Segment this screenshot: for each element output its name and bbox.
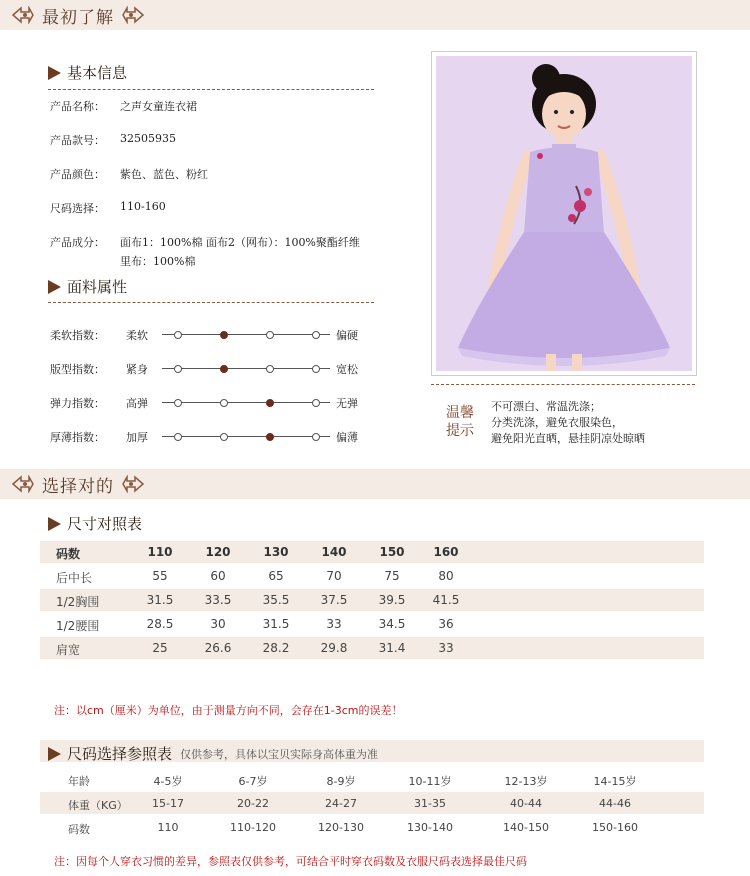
fabric-right-text: 无弹 [336, 397, 358, 410]
table-cell: 31.5 [262, 617, 290, 631]
fabric-heading [48, 276, 127, 297]
table-cell: 12-13岁 [504, 775, 548, 788]
table-cell: 4-5岁 [153, 775, 183, 788]
size-table-header [40, 541, 704, 563]
scale-marker [174, 365, 182, 373]
divider [431, 384, 695, 385]
fabric-left-text: 柔软 [126, 329, 148, 342]
info-row-name [50, 98, 197, 114]
scale-marker [266, 331, 274, 339]
table-cell: 30 [210, 617, 226, 631]
scale-marker [312, 399, 320, 407]
scale-marker [174, 331, 182, 339]
table-cell: 14-15岁 [593, 775, 637, 788]
basic-info-heading-text: 基本信息 [67, 64, 128, 82]
table-cell: 年龄 [68, 775, 90, 788]
table-header-cell: 120 [205, 545, 231, 559]
reminder-title: 温馨提示 [446, 405, 474, 439]
table-cell: 8-9岁 [326, 775, 356, 788]
ref-table-note: 注：因每个人穿衣习惯的差异，参照表仅供参考，可结合平时穿衣码数及衣服尺码表选择最佳尺码 [54, 855, 527, 868]
fabric-label: 弹力指数： [50, 397, 105, 410]
fabric-label: 版型指数： [50, 363, 105, 376]
arrow-right-icon [48, 280, 61, 294]
table-cell: 1/2腰围 [56, 619, 100, 633]
product-photo [436, 56, 692, 371]
info-label: 产品颜色： [50, 168, 105, 181]
table-row [40, 637, 704, 659]
table-cell: 26.6 [204, 641, 232, 655]
ref-table-heading [48, 743, 378, 764]
arrow-right-icon [48, 517, 61, 531]
table-cell: 35.5 [262, 593, 290, 607]
divider [48, 302, 374, 303]
table-cell: 130-140 [407, 821, 453, 834]
table-cell: 31.5 [146, 593, 174, 607]
ornament-right-icon [120, 5, 146, 25]
fabric-scale [162, 431, 330, 443]
table-cell: 25 [152, 641, 168, 655]
table-cell: 后中长 [56, 571, 93, 585]
table-cell: 24-27 [325, 797, 357, 810]
product-photo-frame [431, 51, 697, 376]
scale-marker [312, 365, 320, 373]
table-cell: 33 [326, 617, 342, 631]
table-cell: 41.5 [432, 593, 460, 607]
info-label: 尺码选择： [50, 202, 105, 215]
table-cell: 40-44 [510, 797, 542, 810]
reminder-line: 避免阳光直晒，悬挂阴凉处晾晒 [491, 432, 645, 445]
fabric-row-fit [50, 361, 358, 377]
table-cell: 31-35 [414, 797, 446, 810]
table-cell: 15-17 [152, 797, 184, 810]
table-row [40, 816, 704, 838]
fabric-heading-text: 面料属性 [67, 278, 128, 296]
info-label: 产品款号： [50, 134, 105, 147]
ref-table-heading-text: 尺码选择参照表 [67, 745, 173, 763]
scale-marker-selected [220, 331, 228, 339]
scale-marker-selected [220, 365, 228, 373]
info-value: 面布1：100%棉 面布2（网布）：100%聚酯纤维 [120, 236, 360, 249]
table-cell: 60 [210, 569, 226, 583]
fabric-right-text: 宽松 [336, 363, 358, 376]
info-row-sku [50, 132, 176, 148]
table-cell: 75 [384, 569, 400, 583]
table-cell: 37.5 [320, 593, 348, 607]
fabric-scale [162, 397, 330, 409]
fabric-label: 厚薄指数： [50, 431, 105, 444]
info-value: 紫色、蓝色、粉红 [120, 168, 208, 181]
table-cell: 70 [326, 569, 342, 583]
table-cell: 110-120 [230, 821, 276, 834]
table-cell: 65 [268, 569, 284, 583]
table-row [40, 565, 704, 587]
table-cell: 33 [438, 641, 454, 655]
table-header-cell: 160 [433, 545, 459, 559]
scale-marker [174, 433, 182, 441]
fabric-row-softness [50, 327, 358, 343]
info-row-color [50, 166, 208, 182]
scale-marker [312, 433, 320, 441]
size-table-heading [48, 513, 142, 534]
ornament-right-icon [120, 474, 146, 494]
ornament-left-icon [10, 5, 36, 25]
arrow-right-icon [48, 66, 61, 80]
info-label: 产品名称： [50, 100, 105, 113]
section-banner-first [0, 0, 750, 30]
table-cell: 31.4 [378, 641, 406, 655]
scale-marker-selected [266, 399, 274, 407]
table-header-cell: 码数 [56, 547, 81, 561]
table-header-cell: 110 [147, 545, 173, 559]
reminder-text [491, 399, 645, 447]
info-row-composition-2 [120, 253, 195, 269]
ornament-left-icon [10, 474, 36, 494]
info-value: 110-160 [120, 200, 166, 213]
table-cell: 36 [438, 617, 454, 631]
info-value: 之声女童连衣裙 [120, 100, 197, 113]
fabric-label: 柔软指数： [50, 329, 105, 342]
section-title-second: 选择对的 [42, 476, 114, 497]
table-cell: 肩宽 [56, 643, 81, 657]
fabric-left-text: 高弹 [126, 397, 148, 410]
fabric-right-text: 偏硬 [336, 329, 358, 342]
size-table-heading-text: 尺寸对照表 [67, 515, 143, 533]
table-cell: 110 [157, 821, 179, 834]
section-title-first: 最初了解 [42, 7, 114, 28]
table-cell: 1/2胸围 [56, 595, 100, 609]
table-cell: 55 [152, 569, 168, 583]
section-banner-second [0, 469, 750, 499]
table-row [40, 589, 704, 611]
table-cell: 120-130 [318, 821, 364, 834]
fabric-right-text: 偏薄 [336, 431, 358, 444]
basic-info-heading [48, 62, 127, 83]
table-cell: 码数 [68, 823, 90, 836]
table-cell: 150-160 [592, 821, 638, 834]
fabric-scale [162, 329, 330, 341]
table-cell: 44-46 [599, 797, 631, 810]
table-cell: 29.8 [320, 641, 348, 655]
scale-marker [220, 399, 228, 407]
info-label: 产品成分： [50, 236, 105, 249]
table-cell: 140-150 [503, 821, 549, 834]
fabric-scale [162, 363, 330, 375]
divider [48, 89, 374, 90]
ref-table-subheading: 仅供参考，具体以宝贝实际身高体重为准 [180, 747, 379, 761]
table-header-cell: 150 [379, 545, 405, 559]
scale-marker [220, 433, 228, 441]
table-cell: 20-22 [237, 797, 269, 810]
info-value: 32505935 [120, 132, 176, 145]
table-cell: 34.5 [378, 617, 406, 631]
girl-in-dress-illustration [436, 56, 692, 371]
table-row [40, 768, 704, 790]
table-header-cell: 140 [321, 545, 347, 559]
table-cell: 28.5 [146, 617, 174, 631]
scale-marker-selected [266, 433, 274, 441]
table-row [40, 792, 704, 814]
fabric-left-text: 加厚 [126, 431, 148, 444]
reminder-line: 不可漂白、常温洗涤； [491, 400, 601, 413]
arrow-right-icon [48, 747, 61, 761]
scale-marker [266, 365, 274, 373]
fabric-row-elastic [50, 395, 358, 411]
table-cell: 39.5 [378, 593, 406, 607]
table-cell: 28.2 [262, 641, 290, 655]
size-table-note: 注：以cm（厘米）为单位，由于测量方向不同，会存在1-3cm的误差！ [54, 704, 403, 717]
reminder-line: 分类洗涤，避免衣服染色， [491, 416, 623, 429]
info-row-composition [50, 234, 360, 250]
info-row-size [50, 200, 166, 216]
table-cell: 6-7岁 [238, 775, 268, 788]
table-header-cell: 130 [263, 545, 289, 559]
table-cell: 33.5 [204, 593, 232, 607]
scale-marker [312, 331, 320, 339]
fabric-left-text: 紧身 [126, 363, 148, 376]
table-cell: 10-11岁 [408, 775, 452, 788]
info-value: 里布：100%棉 [120, 255, 196, 268]
scale-marker [174, 399, 182, 407]
fabric-row-thickness [50, 429, 358, 445]
table-cell: 80 [438, 569, 454, 583]
table-row [40, 613, 704, 635]
table-cell: 体重（KG） [68, 799, 128, 812]
